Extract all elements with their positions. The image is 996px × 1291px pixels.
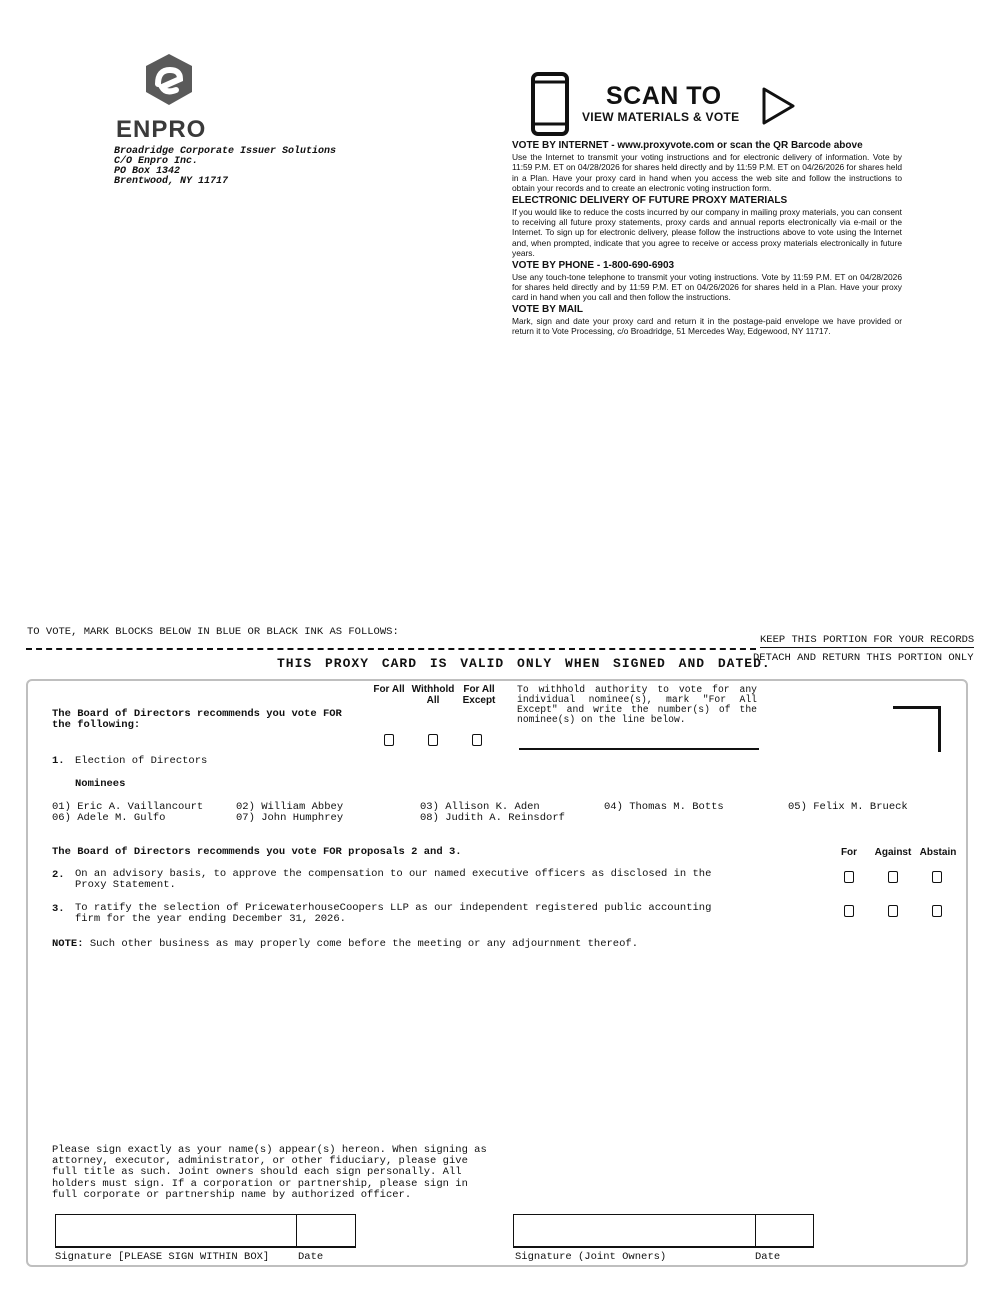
proposal-3-text: To ratify the selection of PricewaterhouseCoopers LLP as our independent registered public accounting firm for the year ending December 31, 2026. [75,902,712,925]
board-recommendation-2: The Board of Directors recommends you vote FOR proposals 2 and 3. [52,846,462,858]
proposal-2-against-checkbox[interactable] [888,871,898,883]
col-for-all: For All [373,684,405,695]
nominees-header: Nominees [75,778,126,790]
except-nominee-write-line[interactable] [519,748,759,750]
joint-date-label: Date [755,1251,781,1263]
nominee-03: 03) Allison K. Aden [420,801,540,813]
scan-title: SCAN TO [606,82,722,110]
scan-subtitle: VIEW MATERIALS & VOTE [582,110,740,124]
detach-line [26,648,756,650]
nominee-07: 07) John Humphrey [236,812,344,824]
proposal-2-number: 2. [52,869,65,881]
nominee-04: 04) Thomas M. Botts [604,801,724,813]
phone-vote-heading: VOTE BY PHONE - 1-800-690-6903 [512,259,675,271]
nominee-08: 08) Judith A. Reinsdorf [420,812,565,824]
signature-box[interactable] [55,1214,297,1248]
proposal-3-abstain-checkbox[interactable] [932,905,942,917]
keep-portion-label: KEEP THIS PORTION FOR YOUR RECORDS [760,634,975,646]
note-text: Such other business as may properly come before the meeting or any adjournment thereof. [83,938,639,950]
for-all-except-checkbox[interactable] [472,734,482,746]
phone-icon [530,72,570,136]
nominee-02: 02) William Abbey [236,801,344,813]
col-for: For [840,847,858,858]
col-for-all-except: For All Except [462,684,496,706]
logo-text: ENPRO [116,116,207,143]
proposal-3-for-checkbox[interactable] [844,905,854,917]
proposal-2-text: On an advisory basis, to approve the compensation to our named executive officers as disclosed in the Proxy Statement. [75,868,712,891]
col-abstain: Abstain [919,847,957,858]
voting-instructions [512,140,902,338]
date-label: Date [298,1251,324,1263]
proposal-2-abstain-checkbox[interactable] [932,871,942,883]
internet-vote-heading: VOTE BY INTERNET - www.proxyvote.com or scan the QR Barcode above [512,140,863,151]
nominee-06: 06) Adele M. Gulfo [52,812,166,824]
item-1-number: 1. [52,755,65,767]
nominee-01: 01) Eric A. Vaillancourt [52,801,204,813]
item-1-label: Election of Directors [75,755,208,767]
mail-vote-heading: VOTE BY MAIL [512,303,583,315]
board-recommendation-1: The Board of Directors recommends you vote FOR the following: [52,708,342,731]
joint-signature-box[interactable] [513,1214,756,1248]
joint-date-box[interactable] [755,1214,814,1248]
col-against: Against [874,847,912,858]
to-vote-instruction: TO VOTE, MARK BLOCKS BELOW IN BLUE OR BLACK INK AS FOLLOWS: [27,626,399,638]
phone-vote-body: Use any touch-tone telephone to transmit your voting instructions. Vote by 11:59 P.M. ET on 04/28/2026 for shares held directly and by 11:59 P.M. ET on 04/26/2026 for shares held in a Plan. Have your proxy card in hand when you call and then follow the instructions. [512,271,902,303]
nominee-05: 05) Felix M. Brueck [788,801,908,813]
note-label: NOTE: [52,938,84,950]
electronic-delivery-body: If you would like to reduce the costs incurred by our company in mailing proxy materials, you can consent to receiving all future proxy statements, proxy cards and annual reports electronically via e-mail or the Internet. To sign up for electronic delivery, please follow the instructions above to vote using the Internet and, when prompted, indicate that you agree to receive or access proxy materials electronically in future years. [512,206,902,259]
valid-notice: THIS PROXY CARD IS VALID ONLY WHEN SIGNED AND DATED. [277,656,771,671]
play-arrow-icon [760,86,796,126]
detach-portion-label: DETACH AND RETURN THIS PORTION ONLY [753,652,974,664]
for-all-checkbox[interactable] [384,734,394,746]
withhold-all-checkbox[interactable] [428,734,438,746]
signature-label: Signature [PLEASE SIGN WITHIN BOX] [55,1251,270,1263]
joint-signature-label: Signature (Joint Owners) [515,1251,667,1263]
col-withhold-all: Withhold All [411,684,455,706]
corner-registration-mark [893,706,941,752]
proposal-3-number: 3. [52,903,65,915]
electronic-delivery-heading: ELECTRONIC DELIVERY OF FUTURE PROXY MATERIALS [512,194,788,206]
proposal-3-against-checkbox[interactable] [888,905,898,917]
mail-vote-body: Mark, sign and date your proxy card and return it in the postage-paid envelope we have provided or return it to Vote Processing, c/o Broadridge, 51 Mercedes Way, Edgewood, NY 11717. [512,315,902,337]
signing-instructions: Please sign exactly as your name(s) appear(s) hereon. When signing as attorney, executor, administrator, or other fiduciary, please give full title as such. Joint owners should each sign personally. All holders must sign. If a corporation or partnership, please sign in full corporate or partnership name by authorized officer. [52,1144,487,1201]
internet-vote-body: Use the Internet to transmit your voting instructions and for electronic delivery of information. Vote by 11:59 P.M. ET on 04/28/2026 for shares held directly and by 11:59 P.M. ET on 04/26/2026 for shares held in a Plan. Have your proxy card in hand when you access the web site and follow the instructions to obtain your records and to create an electronic voting instruction form. [512,152,902,194]
note [52,938,638,950]
return-address: Broadridge Corporate Issuer Solutions C/O Enpro Inc. PO Box 1342 Brentwood, NY 11717 [114,146,337,187]
date-box[interactable] [296,1214,356,1248]
proposal-2-for-checkbox[interactable] [844,871,854,883]
withhold-instructions: To withhold authority to vote for any individual nominee(s), mark "For All Except" and write the number(s) of the nominee(s) on the line below. [517,684,757,725]
